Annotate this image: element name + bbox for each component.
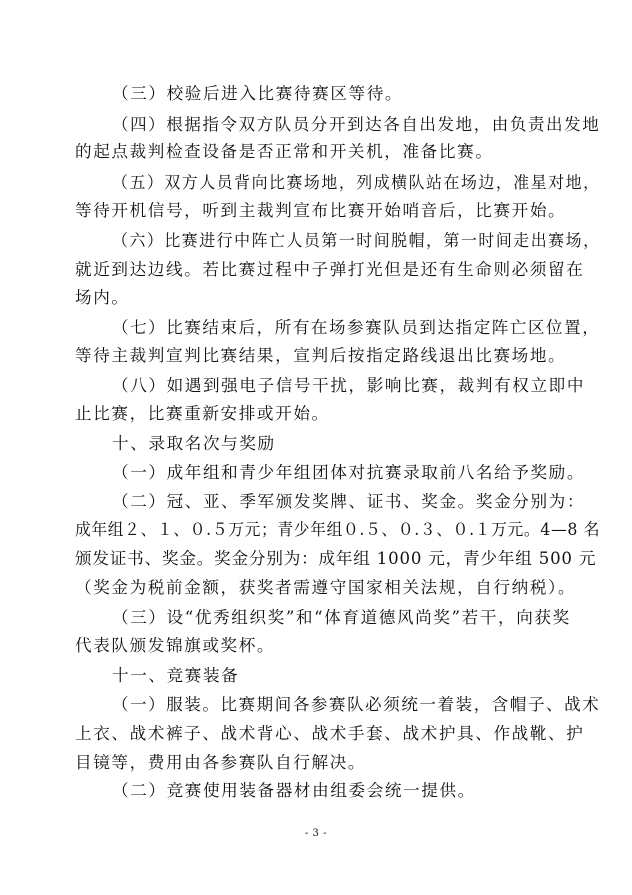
paragraph-line: 等待主裁判宣判比赛结果，宣判后按指定路线退出比赛场地。 xyxy=(75,346,567,365)
paragraph-line: （二）冠、亚、季军颁发奖牌、证书、奖金。奖金分别为： xyxy=(112,492,586,511)
paragraph-line: （一）成年组和青少年组团体对抗赛录取前八名给予奖励。 xyxy=(112,463,586,482)
paragraph-line: （一）服装。比赛期间各参赛队必须统一着装，含帽子、战术 xyxy=(112,695,601,714)
paragraph-line: （五）双方人员背向比赛场地，列成横队站在场边，准星对地， xyxy=(112,173,601,192)
paragraph-line: （七）比赛结束后，所有在场参赛队员到达指定阵亡区位置， xyxy=(112,318,601,337)
paragraph-line: 止比赛，比赛重新安排或开始。 xyxy=(75,404,330,423)
paragraph-line: 目镜等，费用由各参赛队自行解决。 xyxy=(75,753,367,772)
paragraph-line: 就近到达边线。若比赛过程中子弹打光但是还有生命则必须留在 xyxy=(75,260,585,279)
paragraph-line: （八）如遇到强电子信号干扰，影响比赛，裁判有权立即中 xyxy=(112,376,586,395)
paragraph-line: （奖金为税前金额，获奖者需遵守国家相关法规，自行纳税）。 xyxy=(75,578,577,597)
paragraph-line: 场内。 xyxy=(75,288,130,307)
paragraph-line: （四）根据指令双方队员分开到达各自出发地，由负责出发地 xyxy=(112,115,601,134)
section-heading: 十、录取名次与奖励 xyxy=(112,434,276,453)
paragraph-line: 颁发证书、奖金。奖金分别为：成年组 1000 元，青少年组 500 元 xyxy=(75,549,597,568)
paragraph-line: 等待开机信号，听到主裁判宣布比赛开始哨音后，比赛开始。 xyxy=(75,201,567,220)
section-heading: 十一、竞赛装备 xyxy=(112,666,240,685)
paragraph-line: 成年组２、１、０.５万元；青少年组０.５、０.３、０.１万元。4—8 名 xyxy=(75,520,601,539)
paragraph-line: （三）设“优秀组织奖”和“体育道德风尚奖”若干，向获奖 xyxy=(112,608,571,627)
paragraph-line: 的起点裁判检查设备是否正常和开关机，准备比赛。 xyxy=(75,142,494,161)
paragraph-line: （三）校验后进入比赛待赛区等待。 xyxy=(112,84,404,103)
paragraph-line: 代表队颁发锦旗或奖杯。 xyxy=(75,636,276,655)
paragraph-line: （六）比赛进行中阵亡人员第一时间脱帽，第一时间走出赛场， xyxy=(112,231,601,250)
page-number: - 3 - xyxy=(305,828,327,839)
paragraph-line: （二）竞赛使用装备器材由组委会统一提供。 xyxy=(112,781,476,800)
paragraph-line: 上衣、战术裤子、战术背心、战术手套、战术护具、作战靴、护 xyxy=(75,724,585,743)
